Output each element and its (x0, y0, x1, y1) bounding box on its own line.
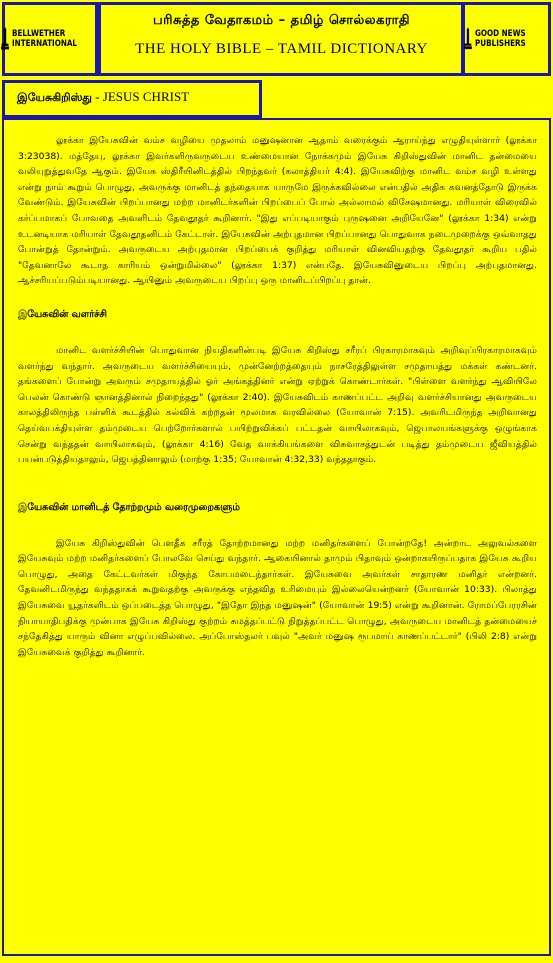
title-english: THE HOLY BIBLE – TAMIL DICTIONARY (135, 41, 428, 57)
right-logo-text: GOOD NEWS PUBLISHERS (474, 29, 526, 49)
book-candle-icon (464, 19, 472, 59)
topic-english: - JESUS CHRIST (91, 89, 190, 104)
topic-title (2, 80, 262, 118)
title-tamil: பரிசுத்த வேதாகமம் – தமிழ் சொல்லகராதி (152, 13, 411, 28)
book-candle-icon (1, 19, 9, 59)
title-box (98, 2, 465, 76)
paragraph: லூக்கா இயேசுவின் வம்ச வழியை முதலாம் மனுஷனான ஆதாம் வரைக்கும் ஆராய்ந்து எழுதியுள்ளார் (லூக்கா 3:23038). மத்தேயு, லூக்கா இவர்களிருவருடைய உண்மையான நோக்கமும் இயேசு கிறிஸ்துவின் மானிட தன்மையை வலியுறுத்துவதே ஆகும். இயேசு ஸ்திரீயினிடத்தில் பிறந்தவர் (கலாத்தியர் 4:4). இயேசுவிற்கு மானிட வம்ச வழி உள்ளது என்று நாம் கூறும் பொழுது, அவருக்கு மானிடத் தந்தையாக யாருமே இருக்கவில்லை என்பதில் அதிக கவனத்தோடு இருக்க வேண்டும். இயேசுவின் பிறப்பானது மற்ற மானிடர்களின் பிறப்பைப் போல் அல்லாமல் விசேஷமானது. மரியாள் விரைவில் கர்ப்பமாகப் போவதை அவளிடம் தேவதூதர் கூறினார். "இது எப்படியாகும் புருஷனை அறியேனே" (லூக்கா 1:34) என்று உடனடியாக மரியாள் தேவதூதனிடம் கேட்டாள். இயேசுவின் அற்புதமான பிறப்பானது பொதுவாக நடைமுறைக்கு ஒவ்வாதது போன்றுத் தோன்றும். அவருடைய அற்புதமான பிறப்பைக் குறித்து மரியாள் வினவியதற்கு தேவதூதர் கூறிய பதில் "தேவனாலே கூடாத காரியம் ஒன்றுமில்லை" (லூக்கா 1:37) என்பதே. இயேசுவினுடைய பிறப்பு அற்புதமானது. ஆச்சரியப்படும்படியானது. ஆயினும் அவருடைய பிறப்பு ஒரு மானிடப்பிறப்பு தான். (18, 135, 537, 287)
section-heading: இயேசுவின் மானிடத் தோற்றமும் வரைமுறைகளும் (18, 501, 240, 513)
topic-tamil: இயேசுகிறிஸ்து (17, 91, 92, 104)
paragraph: இயேசு கிறிஸ்துவின் பௌதீக சரீரத் தோற்றமானது மற்ற மனிதர்களைப் போன்றதே! அன்றாட அலுவல்களை இயேசுவும் மற்ற மனிதர்களைப் போலவே செய்து வந்தார். ஆகையினால் தாமும் பிதாவும் ஒன்றாகயிருப்பதாக இயேசு கூறிய பொழுது, அதை கேட்டவர்கள் மிகுந்த கோபமடைந்தார்கள். இயேசுவை அவர்கள் சாதாரண மனிதர் என்றனர். தேவனிடமிருந்து வந்ததாகக் கூறுவதற்கு அவருக்கு எந்தவித உரிமையும் இல்லையென்றனர் (யோவான் 10:33). பிலாத்து இயேசுவை யூதர்களிடம் ஒப்படைத்த பொழுது, "இதோ இந்த மனுஷன்" (யோவான் 19:5) என்று கூறினான். ரோமப்பேரரசின் நியாயாதிபதிக்கு முன்பாக இயேசு கிறிஸ்து குற்றம் சுமத்தப்பட்டு நிறுத்தப்பட்ட பொழுது, அவருடைய மானிடத் தன்மையைச் சந்தேகித்து யாரும் வினா எழுப்பவில்லை. அப்போஸ்தலர் பவுல் "அவர் மனுஷ ரூபமாய் காணப்பட்டார்" (பிலி 2:8) என்று இயேசுவைக் குறித்து கூறினார். (18, 537, 537, 658)
publisher-logo-left (2, 2, 98, 76)
left-logo-text: BELLWETHER INTERNATIONAL (11, 29, 77, 49)
article-body (2, 118, 551, 956)
section-heading: இயேசுவின் வளர்ச்சி (18, 308, 107, 320)
publisher-logo-right (461, 2, 551, 76)
paragraph: மானிட வளர்ச்சியின் பொதுவான நியதிகளின்படி இயேசு கிறிஸ்து சரீரப் பிரகாரமாகவும் அறிவுப்பிரகாரமாகவும் வளர்ந்து வந்தார். அவருடைய வளர்ச்சியையும், முன்னேற்றத்தையும் நாசரேத்திலுள்ள சமுதாயத்து மக்கள் கண்டனர். தங்களைப் போன்று அவரும் சமுதாயத்தில் ஓர் அங்கத்தினர் என்று ஏற்றுக் கொண்டார்கள். "பிள்ளை வளர்ந்து ஆவியிலே பெலன் கொண்டு ஞானத்தினால் நிறைந்தது" (லூக்கா 2:40). இயேசுவிடம் காணப்பட்ட அறிவு வளர்ச்சியானது அவருடைய காலத்திலிருந்த பள்ளிக் கூடத்தில் கல்விக் கற்றதன் மூலமாக வரவில்லை (யோவான் 7:15). அவரிடமிருந்த அறிவானது தெய்வபக்தியுள்ள தம்முடைய பெற்றோர்களால் பயிற்றுவிக்கப் பட்டதன் வாயிலாகவும், ஜெபாலயங்களுக்கு ஒழுங்காக சென்று வந்ததன் வாயிலாகவும், (லூக்கா 4:16) வேத வாக்கியங்களை விசுவாசத்துடன் படித்து தம்முடைய ஜீவியத்தில் பயன்படுத்தியதாலும், ஜெபத்தினாலும் (மாற்கு 1:35; யோவான் 4:32,33) வந்ததாகும். (18, 344, 537, 466)
